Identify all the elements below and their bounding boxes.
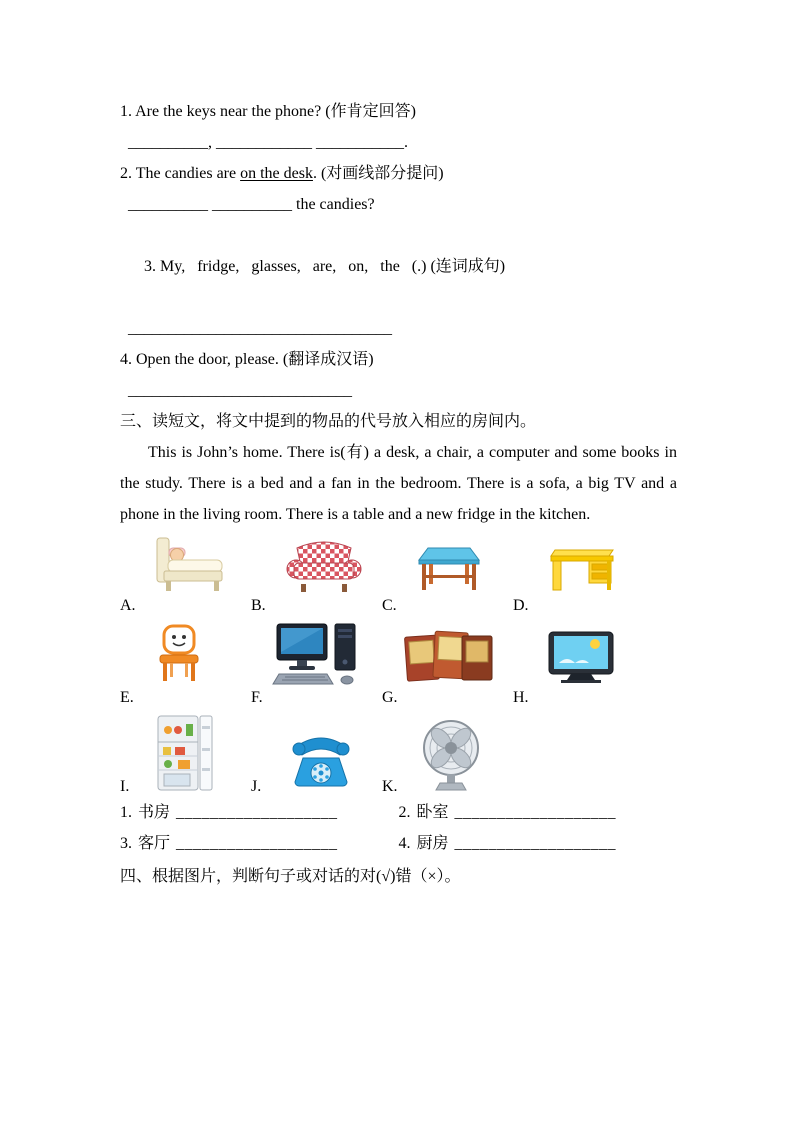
question-2-pre: 2. The candies are (120, 165, 241, 182)
fridge-image (156, 714, 214, 797)
picture-cell-a (120, 536, 251, 616)
picture-cell-b (251, 540, 382, 616)
room-blank-study (120, 797, 399, 828)
picture-label-e: E. (120, 689, 134, 706)
worksheet-content (120, 96, 677, 892)
picture-cell-g (382, 628, 513, 708)
room-2-label: 卧室 (416, 804, 449, 821)
room-4-number: 4. (398, 835, 411, 852)
picture-label-k: K. (382, 778, 398, 795)
question-4 (120, 344, 677, 375)
sofa-image (285, 540, 382, 594)
desk-image (547, 546, 644, 594)
picture-cell-d (513, 546, 644, 616)
room-blank-livingroom (120, 828, 399, 859)
question-1 (120, 96, 677, 127)
answer-blank-1 (120, 127, 677, 158)
picture-label-h: H. (513, 689, 529, 706)
computer-image (271, 622, 382, 686)
section-three-heading: 三、读短文，将文中提到的物品的代号放入相应的房间内。 (120, 413, 537, 430)
fan-image (418, 718, 484, 797)
telephone-image (287, 736, 355, 797)
room-2-number: 2. (398, 804, 411, 821)
answer-3-line: _________________________________ (128, 320, 392, 337)
answer-1-line: __________, ____________ ___________. (128, 134, 408, 151)
picture-cell-i (120, 714, 251, 797)
question-2-underlined: on the desk (240, 165, 313, 182)
picture-label-d: D. (513, 597, 529, 614)
room-2-line: ___________________ (454, 804, 617, 821)
picture-cell-c (382, 542, 513, 616)
room-4-line: ___________________ (454, 835, 617, 852)
picture-label-a: A. (120, 597, 136, 614)
room-1-line: ___________________ (176, 804, 338, 821)
room-blanks-row-2 (120, 828, 677, 859)
books-image (402, 628, 513, 686)
bed-image (154, 536, 251, 594)
answer-2-line: __________ __________ the candies? (128, 196, 375, 213)
room-3-number: 3. (120, 835, 132, 852)
room-4-label: 厨房 (416, 835, 449, 852)
chair-image (154, 624, 251, 686)
picture-label-b: B. (251, 597, 266, 614)
picture-label-f: F. (251, 689, 263, 706)
room-1-number: 1. (120, 804, 132, 821)
picture-row-2 (120, 622, 677, 708)
room-1-label: 书房 (138, 804, 171, 821)
reading-passage: This is John’s home. There is(有) a desk, a chair, a computer and some books in the study. There is a bed and a fan in the bedroom. There is a sofa, a big TV and a phone in the living room. There is a table and a new fridge in the kitchen. (120, 444, 677, 523)
picture-cell-e (120, 624, 251, 708)
answer-blank-4 (120, 375, 677, 406)
picture-label-i: I. (120, 778, 130, 795)
picture-label-c: C. (382, 597, 397, 614)
table-image (416, 542, 513, 594)
picture-cell-h (513, 630, 644, 708)
question-3 (120, 220, 677, 313)
question-3-text: 3. My, fridge, glasses, are, on, the (.) (连词成句) (144, 258, 506, 275)
question-1-text: 1. Are the keys near the phone? (作肯定回答) (120, 103, 416, 120)
picture-label-j: J. (251, 778, 262, 795)
question-2 (120, 158, 677, 189)
question-4-text: 4. Open the door, please. (翻译成汉语) (120, 351, 374, 368)
room-blank-kitchen (399, 828, 678, 859)
room-blank-bedroom (399, 797, 678, 828)
room-3-line: ___________________ (176, 835, 338, 852)
answer-blank-3 (120, 313, 677, 344)
room-blanks-row-1 (120, 797, 677, 828)
picture-row-1 (120, 536, 677, 616)
answer-blank-2 (120, 189, 677, 220)
section-four-heading: 四、根据图片，判断句子或对话的对(√)错（×）。 (120, 868, 461, 885)
room-3-label: 客厅 (138, 835, 171, 852)
picture-cell-f (251, 622, 382, 708)
picture-cell-j (251, 736, 382, 797)
picture-row-3 (120, 714, 677, 797)
picture-label-g: G. (382, 689, 398, 706)
answer-4-line: ____________________________ (128, 382, 352, 399)
tv-image (547, 630, 644, 686)
picture-cell-k (382, 718, 513, 797)
question-2-post: . (对画线部分提问) (312, 165, 444, 182)
